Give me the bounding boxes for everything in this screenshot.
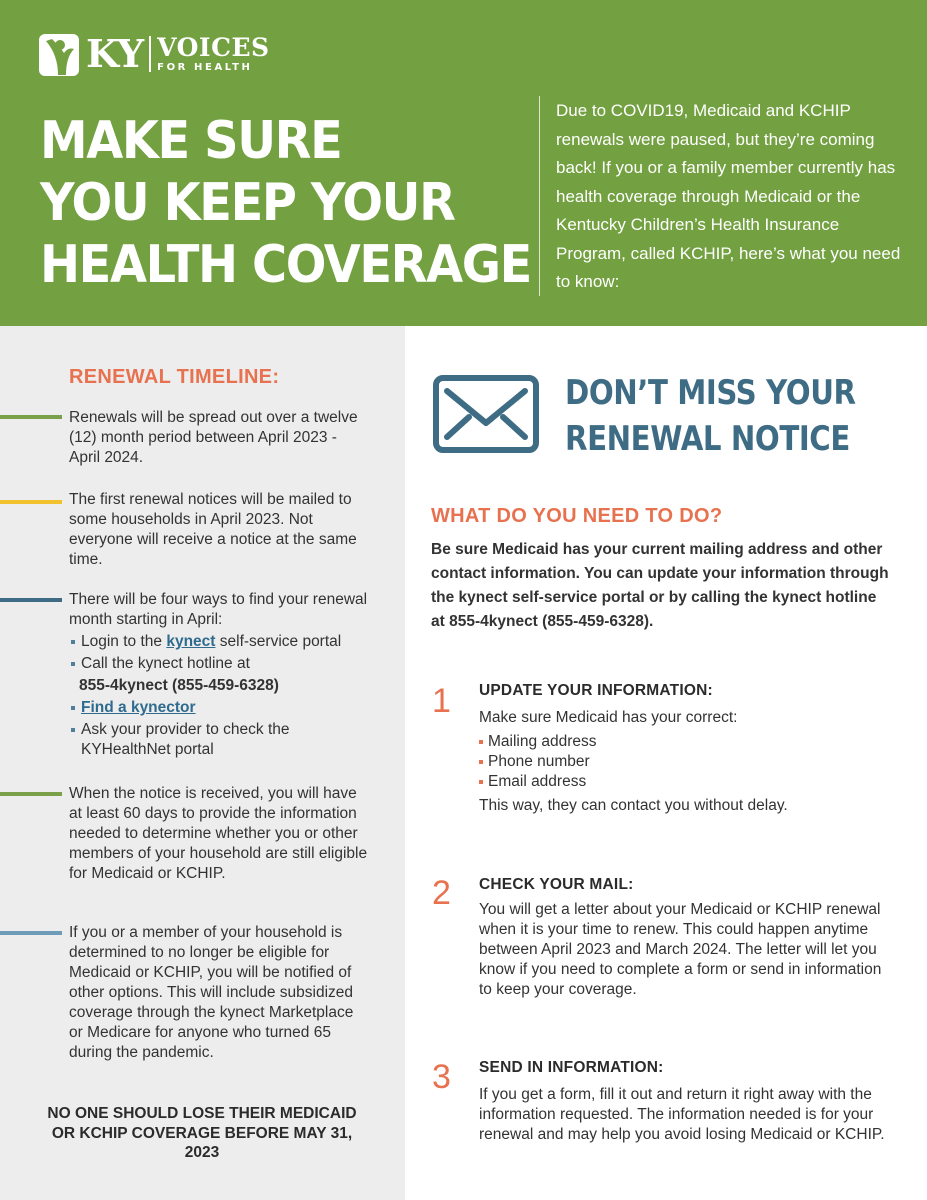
what-to-do-title: WHAT DO YOU NEED TO DO? [431, 505, 723, 527]
step-body: If you get a form, fill it out and return it right away with the information requested. The information needed is for your renewal and may help you avoid losing Medicaid or KCHIP. [479, 1086, 885, 1143]
list-item-text: self-service portal [215, 633, 342, 650]
step-number: 2 [432, 874, 451, 912]
page-headline [40, 110, 531, 296]
timeline-marker-yellow [0, 500, 62, 504]
renewal-ways-list [69, 632, 369, 760]
step-title: UPDATE YOUR INFORMATION: [479, 682, 713, 699]
step-title: SEND IN INFORMATION: [479, 1059, 664, 1076]
logo-voices-text: VOICES [157, 33, 270, 62]
ky-voices-logo [38, 30, 270, 78]
logo-words [157, 35, 269, 73]
hotline-number: 855-4kynect (855-459-6328) [79, 677, 279, 694]
step-body: You will get a letter about your Medicaid or KCHIP renewal when it is your time to renew. This could happen anytime between April 2023 and March 2024. The letter will let you know if you need to complete a form or send in information to keep your coverage. [479, 901, 882, 998]
list-item: Call the kynect hotline at [69, 654, 369, 674]
step-number: 3 [432, 1058, 451, 1096]
envelope-icon [433, 375, 539, 453]
kynect-link[interactable]: kynect [166, 633, 216, 650]
renewal-timeline-panel [0, 326, 405, 1200]
timeline-item: When the notice is received, you will have at least 60 days to provide the information needed to determine whether you or other members of your household are still eligible for Medicaid or KCHIP. [69, 785, 368, 882]
timeline-marker-green [0, 415, 62, 419]
step-text: Make sure Medicaid has your correct: [479, 709, 738, 726]
timeline-item: The first renewal notices will be mailed to some households in April 2023. Not everyone will receive a notice at the same time. [69, 491, 357, 568]
timeline-item-text: There will be four ways to find your renewal month starting in April: [69, 591, 368, 628]
renewal-notice-title [565, 370, 903, 462]
step-title: CHECK YOUR MAIL: [479, 876, 634, 893]
timeline-item: If you or a member of your household is determined to no longer be eligible for Medicaid or KCHIP, you will be notified of other options. This will include subsidized coverage through the kynect Marketplace or Medicare for anyone who turned 65 during the pandemic. [69, 924, 354, 1061]
renewal-timeline-title: RENEWAL TIMELINE: [69, 366, 280, 388]
headline-line: MAKE SURE [40, 111, 342, 171]
find-kynector-link[interactable]: Find a kynector [81, 699, 196, 716]
list-item: Phone number [479, 752, 889, 772]
what-to-do-text: Be sure Medicaid has your current mailing address and other contact information. You can update your information through the kynect self-service portal or by calling the kynect hotline at [431, 541, 889, 630]
intro-paragraph: Due to COVID19, Medicaid and KCHIP renewals were paused, but they’re coming back! If you or a family member currently has health coverage through Medicaid or the Kentucky Children’s Health Insurance Program, called KCHIP, here’s what you need to know: [556, 101, 901, 291]
headline-line: HEALTH COVERAGE [40, 235, 531, 295]
timeline-item [69, 590, 369, 762]
header-banner [0, 0, 927, 326]
list-item [69, 632, 369, 652]
step-number: 1 [432, 682, 451, 720]
ky-voices-logo-icon [38, 31, 82, 77]
list-item-text: Login to the [81, 633, 167, 650]
closing-statement: NO ONE SHOULD LOSE THEIR MEDICAID OR KCHIP COVERAGE BEFORE MAY 31, 2023 [47, 1105, 357, 1161]
logo-separator [149, 36, 151, 72]
hotline-number: 855-4kynect (855-459-6328) [449, 613, 650, 630]
logo-ky-text: KY [86, 31, 144, 76]
list-item: Mailing address [479, 732, 889, 752]
header-divider [539, 96, 540, 296]
timeline-marker-green [0, 792, 62, 796]
logo-for-health-text: FOR HEALTH [157, 62, 253, 73]
contact-info-list [479, 732, 889, 792]
list-item [69, 698, 369, 718]
timeline-marker-lightblue [0, 931, 62, 935]
timeline-item: Renewals will be spread out over a twelve (12) month period between April 2023 - April 2024. [69, 409, 358, 466]
what-to-do-text: . [649, 613, 654, 630]
step-text: This way, they can contact you without delay. [479, 797, 788, 814]
notice-title-line: DON’T MISS YOUR [565, 373, 856, 413]
notice-title-line: RENEWAL NOTICE [565, 419, 850, 459]
what-to-do-paragraph [431, 538, 891, 634]
timeline-marker-navy [0, 598, 62, 602]
step-body [479, 708, 889, 816]
list-item: Ask your provider to check the KYHealthNet portal [69, 720, 369, 760]
list-item: Email address [479, 772, 889, 792]
headline-line: YOU KEEP YOUR [40, 173, 455, 233]
